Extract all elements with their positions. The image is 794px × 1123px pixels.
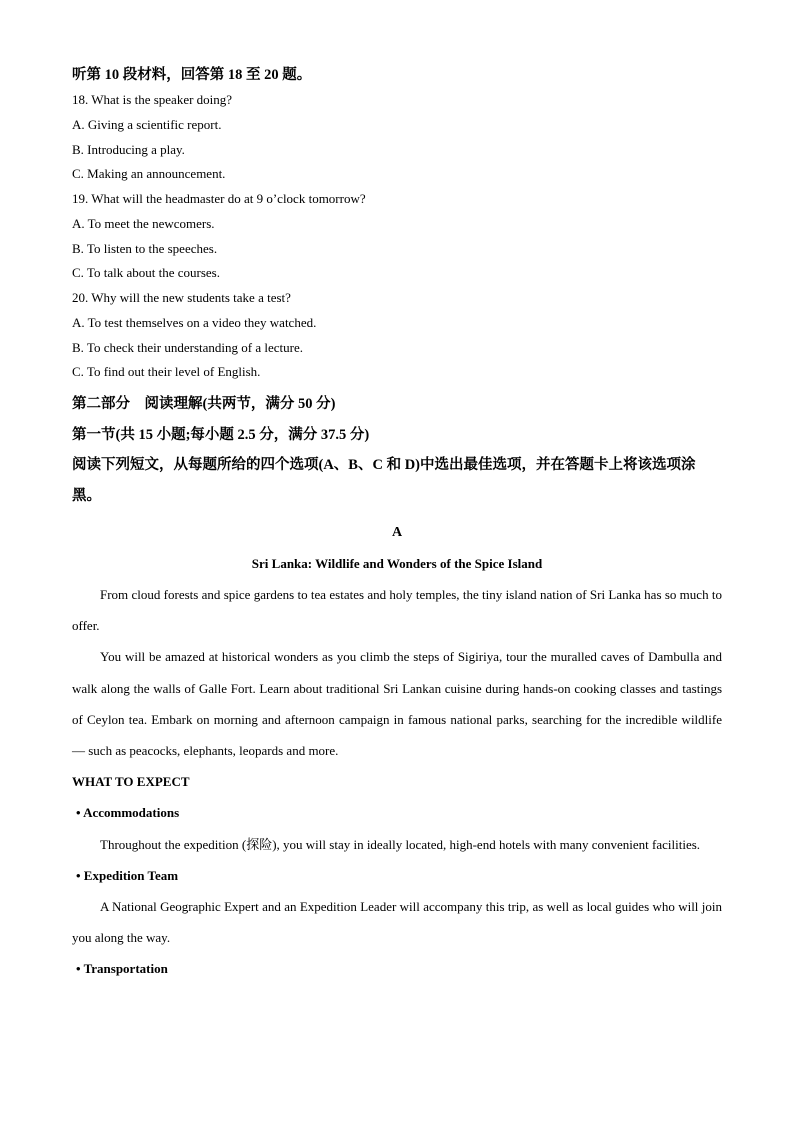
option-b: B. Introducing a play.	[72, 141, 185, 157]
option-b: B. To listen to the speeches.	[72, 240, 218, 256]
item-text: Throughout the expedition (探险), you will stay in ideally located, high-end hotels with many convenient facilities.	[100, 836, 701, 852]
reading-instruction: 阅读下列短文，从每题所给的四个选项(A、B、C 和 D)中选出最佳选项，并在答题卡上将该选项涂黑。	[72, 457, 696, 504]
item-heading: • Accommodations	[76, 805, 180, 821]
question-19	[72, 187, 722, 286]
item-expedition-team	[72, 860, 722, 954]
item-accommodations	[72, 797, 722, 859]
option-c: C. To find out their level of English.	[72, 364, 261, 380]
option-c: C. Making an announcement.	[72, 166, 226, 182]
item-transportation	[72, 953, 722, 984]
option-a: A. To test themselves on a video they watched.	[72, 314, 317, 330]
section-one-title: 第一节(共 15 小题;每小题 2.5 分，满分 37.5 分)	[72, 426, 370, 443]
document-page	[72, 62, 722, 985]
item-text: A National Geographic Expert and an Expedition Leader will accompany this trip, as well as local guides who will join you along the way.	[72, 899, 722, 946]
passage-title: Sri Lanka: Wildlife and Wonders of the Spice Island	[251, 556, 543, 571]
paragraph-1: From cloud forests and spice gardens to tea estates and holy temples, the tiny island nation of Sri Lanka has so much to offer.	[72, 587, 722, 634]
question-stem: 19. What will the headmaster do at 9 o’clock tomorrow?	[72, 191, 366, 206]
option-c: C. To talk about the courses.	[72, 265, 220, 281]
option-a: A. Giving a scientific report.	[72, 116, 222, 132]
passage-letter: A	[391, 525, 403, 540]
question-20	[72, 286, 722, 385]
option-a: A. To meet the newcomers.	[72, 215, 215, 231]
question-18	[72, 88, 722, 187]
question-stem: 20. Why will the new students take a test?	[72, 290, 291, 305]
what-to-expect-heading: WHAT TO EXPECT	[72, 774, 190, 790]
item-heading: • Transportation	[76, 961, 168, 977]
option-b: B. To check their understanding of a lecture.	[72, 339, 303, 355]
paragraph-2: You will be amazed at historical wonders as you climb the steps of Sigiriya, tour the muralled caves of Dambulla and walk along the walls of Galle Fort. Learn about traditional Sri Lankan cuisine during hands-on cooking classes and tastings of Ceylon tea. Embark on morning and afternoon campaign in famous national parks, searching for the incredible wildlife — such as peacocks, elephants, leopards and more.	[72, 649, 722, 759]
part-two-title: 第二部分 阅读理解(共两节，满分 50 分)	[72, 396, 336, 412]
listening-intro: 听第 10 段材料，回答第 18 至 20 题。	[72, 67, 312, 83]
item-heading: • Expedition Team	[76, 867, 179, 883]
question-stem: 18. What is the speaker doing?	[72, 92, 233, 107]
